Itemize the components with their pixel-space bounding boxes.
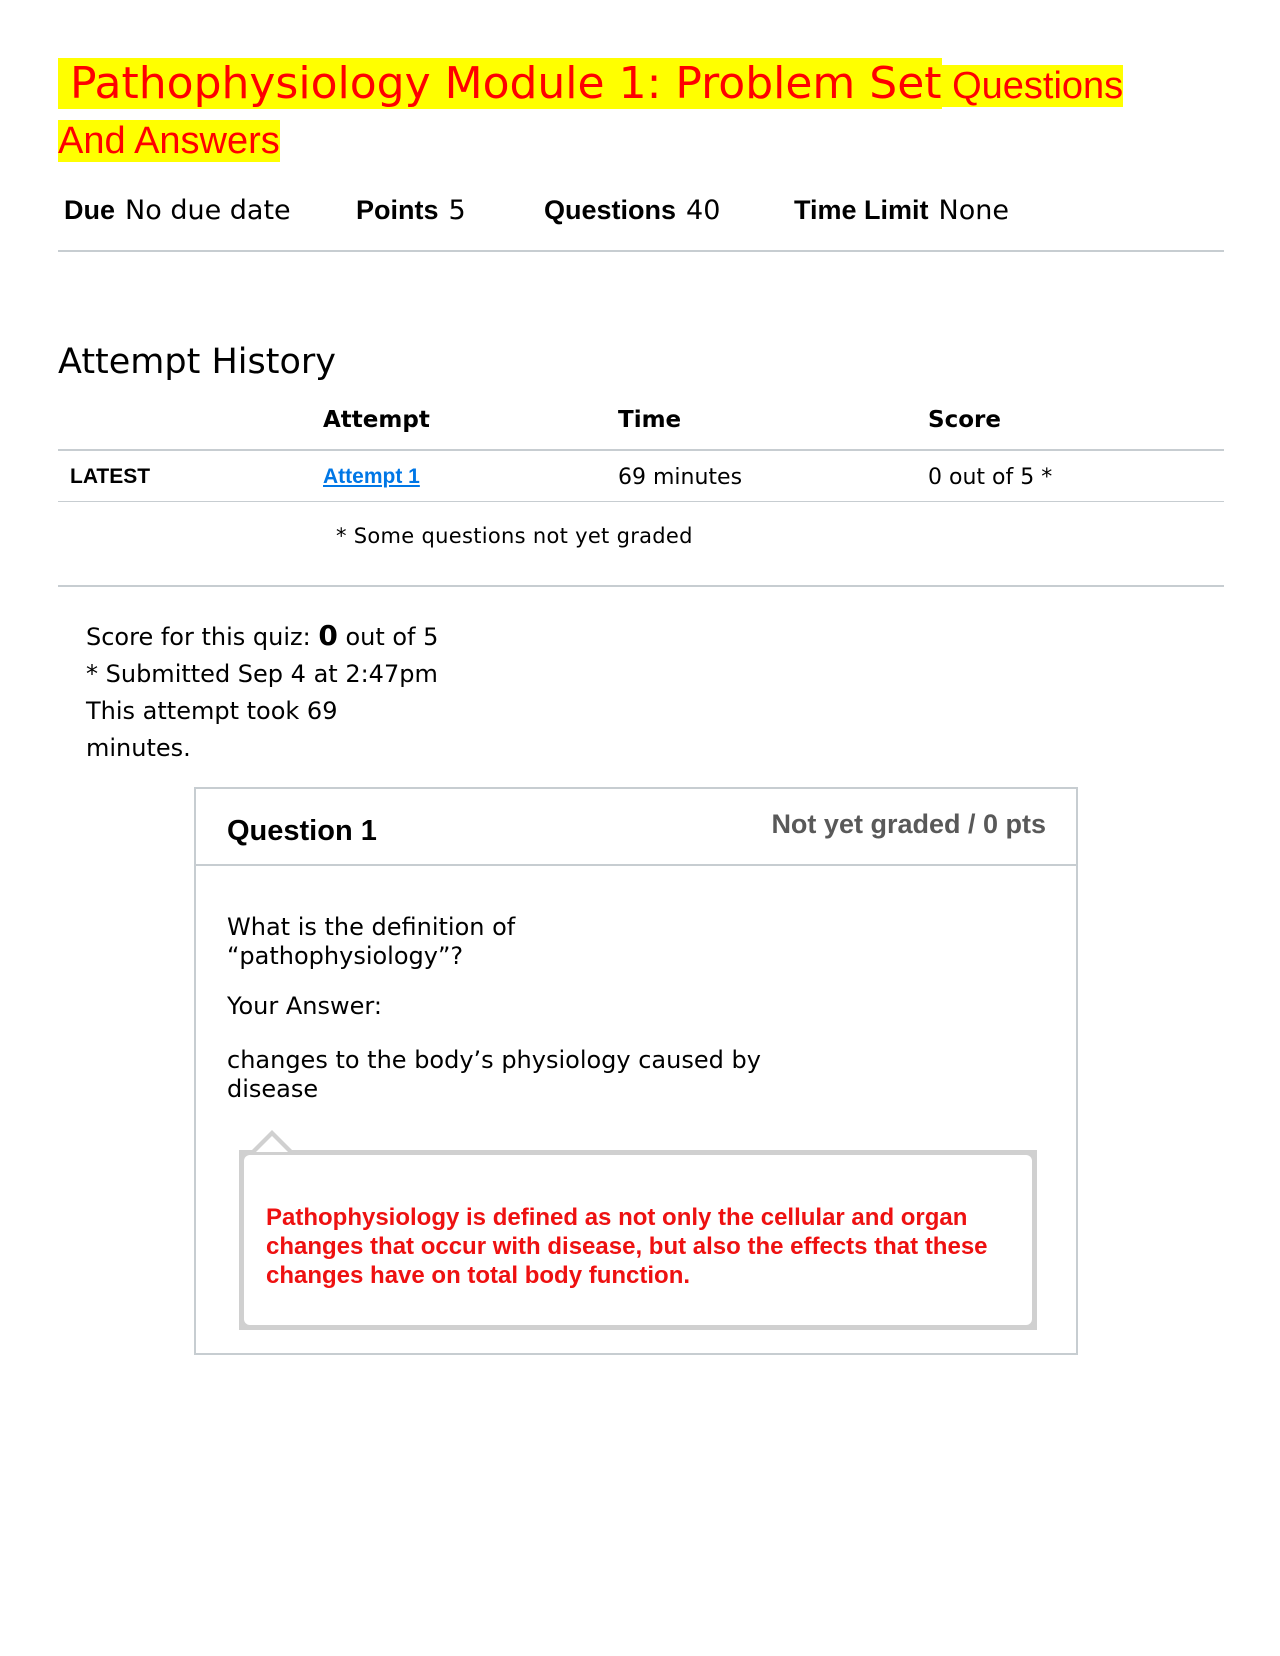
- question-header: [196, 789, 1076, 866]
- attempt-1-link[interactable]: Attempt 1: [323, 465, 420, 488]
- attempt-history-heading: Attempt History: [58, 342, 336, 382]
- question-title: Question 1: [227, 815, 377, 847]
- your-answer-label: Your Answer:: [227, 992, 382, 1020]
- due-label: Due: [64, 195, 116, 225]
- attempt-score: 0 out of 5 *: [928, 465, 1053, 490]
- column-header-time: Time: [618, 407, 682, 433]
- time-limit-info: [794, 195, 1009, 226]
- score-summary-prefix: Score for this quiz:: [86, 623, 319, 651]
- table-row: [58, 451, 1224, 502]
- points-value: 5: [448, 195, 466, 226]
- column-header-score: Score: [928, 407, 1001, 433]
- questions-label: Questions: [544, 195, 677, 225]
- questions-value: 40: [686, 195, 721, 226]
- attempt-history-table: [58, 405, 1224, 502]
- title-main: Pathophysiology Module 1: Problem Set: [58, 58, 942, 109]
- grading-note: * Some questions not yet graded: [336, 524, 693, 548]
- column-header-attempt: Attempt: [323, 407, 430, 433]
- score-summary-suffix: out of 5 * Submitted Sep 4 at 2:47pm This attempt took 69 minutes.: [86, 623, 439, 762]
- points-info: [356, 195, 466, 226]
- grader-comment-inner: [244, 1155, 1032, 1325]
- question-text: What is the definition of “pathophysiology”?: [227, 913, 516, 970]
- comment-caret-fill: [256, 1136, 288, 1152]
- time-limit-label: Time Limit: [794, 195, 929, 225]
- question-points: Not yet graded / 0 pts: [771, 809, 1046, 839]
- question-card: [194, 787, 1078, 1355]
- questions-info: [544, 195, 720, 226]
- quiz-meta-bar: [58, 195, 1224, 252]
- score-summary-value: 0: [318, 619, 338, 652]
- time-limit-value: None: [938, 195, 1009, 226]
- attempt-time: 69 minutes: [618, 465, 743, 490]
- your-answer-text: changes to the body’s physiology caused by disease: [227, 1046, 761, 1103]
- score-summary: [86, 617, 446, 767]
- title-suffix-text: Questions And Answers: [58, 65, 1124, 162]
- document-title: [58, 60, 1188, 172]
- grader-comment-text: Pathophysiology is defined as not only the cellular and organ changes that occur with disease, but also the effects that these changes have on total body function.: [266, 1204, 988, 1289]
- section-divider: [58, 585, 1224, 587]
- points-label: Points: [356, 195, 439, 225]
- attempt-history-header-row: [58, 405, 1224, 451]
- due-info: [64, 195, 291, 226]
- due-value: No due date: [125, 195, 291, 226]
- latest-tag: LATEST: [70, 465, 151, 488]
- grader-comment-box: [239, 1150, 1037, 1330]
